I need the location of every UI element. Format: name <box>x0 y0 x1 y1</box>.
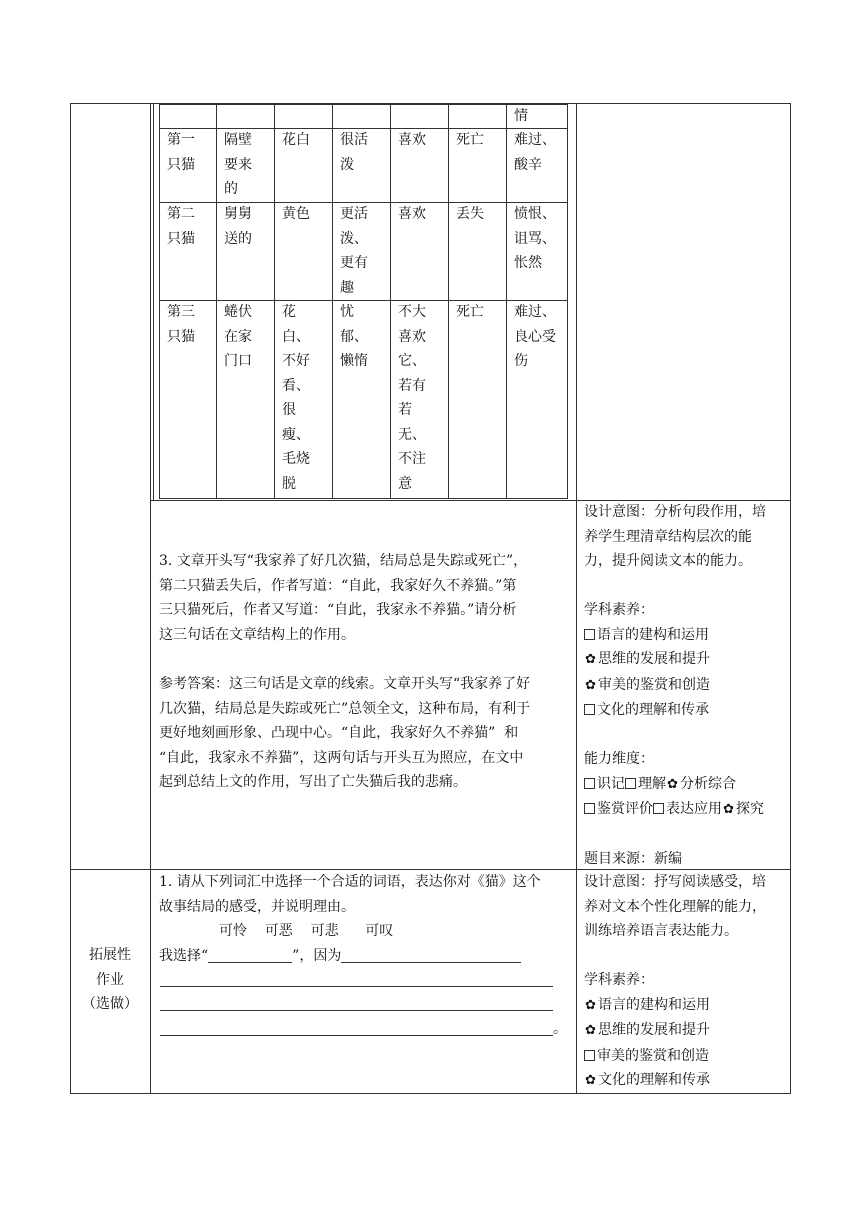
checkbox-icon <box>625 778 636 789</box>
design-intent-line: 力，提升阅读文本的能力。 <box>584 553 752 569</box>
cat-table-cell <box>167 128 195 177</box>
cat-table-cell <box>514 202 556 276</box>
cat-table-cell-line: 死亡 <box>456 304 484 320</box>
cat-table-cell-line: 喜欢 <box>398 206 426 222</box>
cat-table-cell-line: 第二 <box>167 206 195 222</box>
cat-table-cell-line: 不大 <box>398 304 426 320</box>
cat-table-cell <box>398 128 426 153</box>
literacy-item <box>584 623 766 648</box>
literacy-item-label: 文化的理解和传承 <box>598 1072 710 1088</box>
ext-label-line: 拓展性 <box>89 947 131 963</box>
ability-row <box>584 797 766 823</box>
cat-table-cell-line: 酸辛 <box>514 156 542 173</box>
cat-table-cell-line: 在家 <box>224 328 252 345</box>
col-divider-label <box>150 103 151 1094</box>
cat-table-cell <box>167 300 195 349</box>
cat-table-cell-line: 伤 <box>514 353 528 369</box>
literacy-title: 学科素养： <box>584 602 654 618</box>
answer-line-3[interactable] <box>160 1035 553 1036</box>
outer-right-border <box>790 103 791 1094</box>
cat-col-line <box>390 104 391 499</box>
cat-table-cell-line: 毛烧 <box>282 451 310 467</box>
answer-end-mark: 。 <box>553 1021 567 1037</box>
cat-table-cell-line: 它、 <box>398 353 426 369</box>
q3-answer <box>159 672 530 795</box>
checkbox-icon <box>584 803 595 814</box>
checkbox-icon <box>653 803 664 814</box>
cat-table-cell-line: 舅舅 <box>224 206 252 222</box>
q3-question-line: 这三句话在文章结构上的作用。 <box>159 626 355 643</box>
cat-table-cell <box>340 202 368 300</box>
ability-title: 能力维度： <box>584 751 654 767</box>
literacy-item <box>584 1068 766 1094</box>
ability-item-label: 探究 <box>736 801 764 817</box>
cat-table-cell <box>340 300 368 374</box>
cat-table-cell-line: 送的 <box>224 230 252 247</box>
checkbox-icon <box>584 704 595 715</box>
ext-question <box>159 870 541 968</box>
cat-table-cell-line: 更活 <box>340 206 368 222</box>
question-source: 题目来源：新编 <box>584 851 682 867</box>
cat-table-cell-line: 若 <box>398 402 412 418</box>
checkbox-icon <box>584 629 595 640</box>
cat-col-line <box>567 104 568 499</box>
cat-table-cell <box>456 300 484 325</box>
cat-table-cell-line: 泼、 <box>340 230 368 247</box>
cat-col-line <box>506 104 507 499</box>
cat-table-cell-line: 死亡 <box>456 132 484 148</box>
selected-flower-icon: ✿ <box>585 652 596 667</box>
col-divider-label-inner <box>153 103 154 500</box>
q3-answer-line: 起到总结上文的作用，写出了亡失猫后我的悲痛。 <box>159 774 467 790</box>
ability-item-label: 识记 <box>597 775 625 792</box>
cat-table-cell-line: 瘦、 <box>282 426 310 443</box>
checkbox-icon <box>584 1050 595 1061</box>
cat-table-cell <box>456 202 484 227</box>
cat-table-cell-line: 不好 <box>282 353 310 369</box>
cat-table-cell <box>398 202 426 227</box>
ability-item-label: 理解 <box>638 775 666 792</box>
ability-item-label: 分析综合 <box>680 775 736 792</box>
literacy-item <box>584 993 766 1019</box>
cat-table-cell-line: 喜欢 <box>398 328 426 345</box>
cat-col-line <box>448 104 449 499</box>
literacy-title: 学科素养： <box>584 972 654 988</box>
q3-answer-line: 更好地刻画形象、凸现中心。“自此，我家好久不养猫” 和 <box>159 725 519 741</box>
cat-table-cell-line: 丢失 <box>456 206 484 222</box>
cat-table-cell <box>456 128 484 153</box>
q3-answer-line: “自此，我家永不养猫”，这两句话与开头互为照应，在文中 <box>159 749 524 766</box>
cat-table-cell <box>224 202 252 251</box>
q3-question-line: 第二只猫丢失后，作者写道：“自此，我家好久不养猫。”第 <box>159 577 517 594</box>
cat-table-cell-line: 意 <box>398 475 412 492</box>
selected-flower-icon: ✿ <box>585 997 596 1013</box>
cat-table-cell <box>514 128 556 177</box>
cat-table-cell-line: 泼 <box>340 156 354 173</box>
literacy-item <box>584 647 766 673</box>
ability-item-label: 表达应用 <box>666 801 722 817</box>
literacy-item-label: 文化的理解和传承 <box>597 702 709 718</box>
cat-table-cell <box>282 128 310 153</box>
ext-label-line: 作业 <box>96 971 124 988</box>
cat-table-cell <box>340 128 368 177</box>
cat-table-cell-line: 很 <box>282 402 296 418</box>
choice-blank[interactable] <box>208 947 292 963</box>
literacy-item <box>584 698 766 723</box>
cat-table-cell-line: 诅骂、 <box>514 230 556 247</box>
selected-flower-icon: ✿ <box>585 1073 596 1088</box>
cat-table-cell <box>282 202 310 227</box>
checkbox-icon <box>584 778 595 789</box>
cat-table-cell-line: 第三 <box>167 304 195 320</box>
literacy-item-label: 审美的鉴赏和创造 <box>597 1047 709 1064</box>
q3-question-line: 三只猫死后，作者又写道：“自此，我家永不养猫。”请分析 <box>159 602 517 618</box>
cat-table-cell <box>224 128 252 202</box>
ext-side <box>584 870 766 1094</box>
cat-table-cell-line: 花白 <box>282 132 310 148</box>
cat-table-cell <box>167 202 195 251</box>
choose-suffix: ”，因为 <box>292 947 342 964</box>
design-intent-line: 养学生理清章结构层次的能 <box>584 528 752 545</box>
cat-table-cell <box>398 300 426 496</box>
answer-line-1[interactable] <box>160 986 553 987</box>
selected-flower-icon: ✿ <box>723 802 734 817</box>
cat-table-cell-line: 无、 <box>398 426 426 443</box>
cat-table-cell-line: 良心受 <box>514 328 556 345</box>
ext-label-line: （选做） <box>82 996 138 1012</box>
cat-table-cell-line: 黄色 <box>282 206 310 222</box>
literacy-item <box>584 1018 766 1044</box>
cat-table-cell-line: 只猫 <box>167 156 195 173</box>
ability-list <box>584 772 766 823</box>
design-intent-line: 设计意图：抒写阅读感受，培 <box>584 874 766 890</box>
design-intent-line: 训练培养语言表达能力。 <box>584 923 738 939</box>
ext-label <box>70 943 150 1017</box>
q3-side <box>584 500 766 872</box>
cat-table-cell-line: 更有 <box>340 255 368 271</box>
col-divider-side <box>576 103 577 1094</box>
cat-table-cell-line: 看、 <box>282 377 310 394</box>
literacy-item <box>584 673 766 699</box>
literacy-item-label: 语言的建构和运用 <box>598 996 710 1013</box>
cat-table-cell-line: 门口 <box>224 353 252 369</box>
cat-table-cell-line: 喜欢 <box>398 132 426 148</box>
ability-item-label: 鉴赏评价 <box>597 801 653 817</box>
design-intent-line: 设计意图：分析句段作用，培 <box>584 504 766 520</box>
ext-question-line: 故事结局的感受，并说明理由。 <box>159 898 355 915</box>
cat-table-cell-line: 第一 <box>167 132 195 148</box>
literacy-item-label: 思维的发展和提升 <box>598 1022 710 1038</box>
cat-table-cell-line: 隔壁 <box>224 132 252 148</box>
cat-table-cell-line: 蜷伏 <box>224 304 252 320</box>
cat-table-cell <box>514 300 556 374</box>
cat-table-cell-line: 愤恨、 <box>514 206 556 222</box>
cat-table-cell-line: 花 <box>282 304 296 320</box>
selected-flower-icon: ✿ <box>585 1023 596 1038</box>
cat-table-cell-line: 若有 <box>398 377 426 394</box>
cat-table-cell-line: 怅然 <box>514 255 542 271</box>
cat-table-cell-line: 脱 <box>282 475 296 492</box>
q3-question-line: 3. 文章开头写“我家养了好几次猫，结局总是失踪或死亡”， <box>159 553 528 569</box>
cat-table-cell <box>224 300 252 374</box>
cat-table-cell <box>282 300 310 496</box>
cat-table-cell-line: 忧 <box>340 304 354 320</box>
q3-answer-line: 参考答案：这三句话是文章的线索。文章开头写“我家养了好 <box>159 676 531 692</box>
literacy-item <box>584 1044 766 1069</box>
cat-table-cell-line: 趣 <box>340 279 354 296</box>
ext-choose-line <box>159 944 541 969</box>
cat-table-cell-line: 要来 <box>224 156 252 173</box>
selected-flower-icon: ✿ <box>667 776 678 792</box>
reason-blank[interactable] <box>341 947 521 963</box>
cat-table-cell-line: 难过、 <box>514 304 556 320</box>
cat-col-line <box>274 104 275 499</box>
cat-table-cell-line: 懒惰 <box>340 353 368 369</box>
literacy-item-label: 思维的发展和提升 <box>598 651 710 667</box>
cat-table-header-emotion: 情 <box>514 108 528 124</box>
choose-prefix: 我选择“ <box>159 947 209 964</box>
literacy-item-label: 语言的建构和运用 <box>597 626 709 643</box>
ext-question-line: 1. 请从下列词汇中选择一个合适的词语，表达你对《猫》这个 <box>159 874 541 890</box>
cat-table-cell-line: 不注 <box>398 451 426 467</box>
cat-col-line <box>332 104 333 499</box>
q3-question <box>159 549 527 647</box>
cat-col-line <box>159 104 160 499</box>
literacy-list <box>584 623 766 723</box>
cat-table-cell-line: 只猫 <box>167 230 195 247</box>
ability-row <box>584 772 766 798</box>
cat-table-cell-line: 很活 <box>340 132 368 148</box>
literacy-list <box>584 993 766 1094</box>
cat-table-cell-line: 白、 <box>282 328 310 345</box>
cat-table-cell-line: 郁、 <box>340 328 368 345</box>
design-intent-line: 养对文本个性化理解的能力， <box>584 898 766 915</box>
q3-answer-line: 几次猫，结局总是失踪或死亡”总领全文，这种布局，有利于 <box>159 700 531 717</box>
cat-table-cell-line: 的 <box>224 181 238 197</box>
cat-table-cell-line: 难过、 <box>514 132 556 148</box>
cat-col-line <box>216 104 217 499</box>
selected-flower-icon: ✿ <box>585 677 596 693</box>
cat-table-cell-line: 只猫 <box>167 328 195 345</box>
answer-line-2[interactable] <box>160 1010 553 1011</box>
literacy-item-label: 审美的鉴赏和创造 <box>598 676 710 693</box>
ext-word-options: 可怜 可恶 可悲 可叹 <box>219 923 394 939</box>
